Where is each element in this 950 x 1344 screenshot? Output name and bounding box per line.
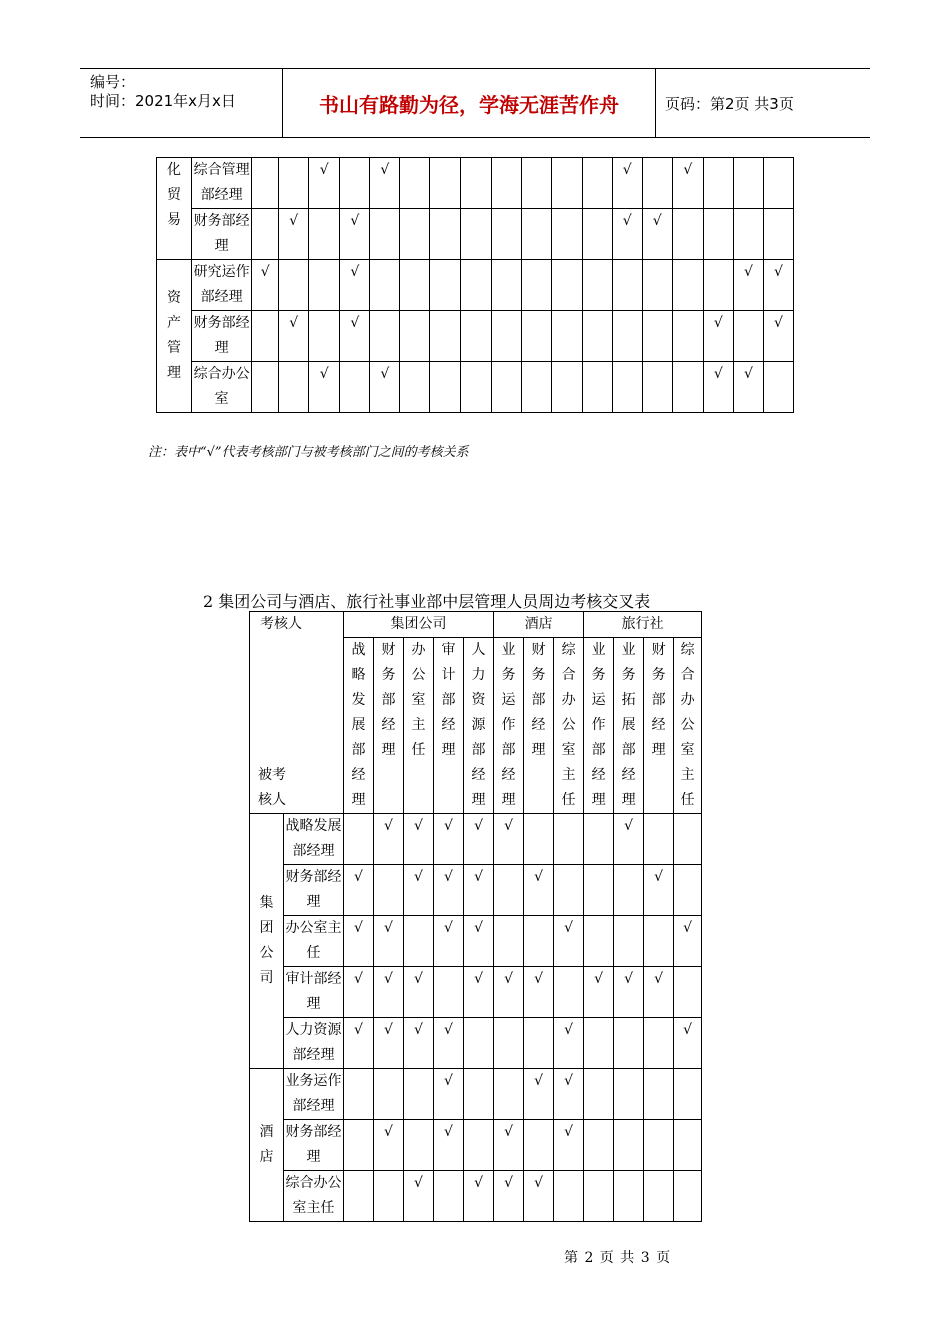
column-header bbox=[524, 638, 554, 814]
table-row bbox=[157, 209, 794, 260]
check-cell: √ bbox=[344, 916, 374, 967]
check-cell bbox=[672, 362, 703, 413]
header-page-number: 页码：第2页 共3页 bbox=[665, 94, 794, 113]
row-group-text: 酒店 bbox=[259, 1124, 274, 1165]
check-cell bbox=[340, 362, 370, 413]
check-cell bbox=[644, 1069, 674, 1120]
check-cell bbox=[430, 311, 461, 362]
check-cell: √ bbox=[644, 865, 674, 916]
column-header-text: 财务部经理 bbox=[651, 642, 666, 758]
check-cell bbox=[491, 209, 521, 260]
check-cell bbox=[494, 865, 524, 916]
check-cell bbox=[763, 158, 793, 209]
check-cell: √ bbox=[404, 814, 434, 865]
check-cell bbox=[582, 362, 612, 413]
check-cell: √ bbox=[434, 1120, 464, 1171]
page-footer: 第 2 页 共 3 页 bbox=[564, 1250, 672, 1266]
column-header-text: 办公室主任 bbox=[411, 642, 426, 758]
check-cell bbox=[551, 362, 582, 413]
check-cell bbox=[374, 1069, 404, 1120]
check-cell bbox=[491, 362, 521, 413]
check-cell bbox=[584, 1171, 614, 1222]
check-cell bbox=[554, 865, 584, 916]
check-cell bbox=[461, 209, 491, 260]
header-number: 编号： bbox=[90, 73, 136, 91]
check-cell bbox=[309, 260, 340, 311]
table-row bbox=[250, 1171, 702, 1222]
row-group-text: 资产管理 bbox=[167, 290, 182, 381]
check-cell: √ bbox=[494, 814, 524, 865]
check-cell bbox=[551, 209, 582, 260]
check-cell: √ bbox=[733, 362, 763, 413]
column-header-text: 财务部经理 bbox=[381, 642, 396, 758]
column-header bbox=[554, 638, 584, 814]
check-cell bbox=[430, 158, 461, 209]
check-cell: √ bbox=[612, 209, 642, 260]
evaluatee-label: 被考核人 bbox=[258, 767, 286, 808]
check-cell bbox=[344, 1069, 374, 1120]
table-row bbox=[250, 1018, 702, 1069]
check-cell: √ bbox=[494, 1120, 524, 1171]
row-label-text: 综合办公室 bbox=[193, 366, 250, 407]
check-cell bbox=[434, 1171, 464, 1222]
table-row bbox=[157, 158, 794, 209]
column-header bbox=[344, 638, 374, 814]
check-cell: √ bbox=[370, 362, 400, 413]
column-header bbox=[674, 638, 702, 814]
check-cell bbox=[400, 362, 430, 413]
check-cell: √ bbox=[309, 362, 340, 413]
check-cell bbox=[344, 1171, 374, 1222]
table-note: 注：表中“√”代表考核部门与被考核部门之间的考核关系 bbox=[148, 445, 469, 460]
check-cell bbox=[703, 158, 733, 209]
check-cell: √ bbox=[434, 1069, 464, 1120]
check-cell: √ bbox=[733, 260, 763, 311]
check-cell: √ bbox=[524, 967, 554, 1018]
check-cell: √ bbox=[584, 967, 614, 1018]
table-row bbox=[250, 814, 702, 865]
check-cell bbox=[582, 311, 612, 362]
check-cell: √ bbox=[252, 260, 279, 311]
row-label bbox=[192, 362, 252, 413]
check-cell: √ bbox=[434, 814, 464, 865]
page-header bbox=[80, 68, 870, 138]
table-row bbox=[250, 916, 702, 967]
row-label bbox=[284, 1069, 344, 1120]
check-cell: √ bbox=[614, 814, 644, 865]
check-cell bbox=[400, 209, 430, 260]
check-cell bbox=[461, 158, 491, 209]
column-header bbox=[494, 638, 524, 814]
check-cell: √ bbox=[703, 362, 733, 413]
row-group-text: 化贸易 bbox=[167, 162, 182, 228]
row-label bbox=[284, 814, 344, 865]
cross-assessment-table bbox=[249, 611, 702, 1222]
check-cell bbox=[672, 260, 703, 311]
check-cell bbox=[554, 1171, 584, 1222]
check-cell bbox=[614, 1171, 644, 1222]
check-cell bbox=[582, 158, 612, 209]
check-cell: √ bbox=[763, 260, 793, 311]
check-cell bbox=[644, 1018, 674, 1069]
column-header-text: 财务部经理 bbox=[531, 642, 546, 758]
column-header bbox=[614, 638, 644, 814]
check-cell bbox=[252, 362, 279, 413]
check-cell: √ bbox=[612, 158, 642, 209]
column-header bbox=[374, 638, 404, 814]
check-cell bbox=[614, 1069, 644, 1120]
check-cell bbox=[554, 967, 584, 1018]
check-cell bbox=[551, 260, 582, 311]
table-row bbox=[157, 311, 794, 362]
check-cell bbox=[584, 865, 614, 916]
row-group-label bbox=[157, 158, 192, 260]
row-group-text: 集团公司 bbox=[259, 895, 274, 986]
row-group-label bbox=[250, 814, 284, 1069]
row-label-text: 财务部经理 bbox=[193, 213, 250, 254]
table2-title: 2 集团公司与酒店、旅行社事业部中层管理人员周边考核交叉表 bbox=[203, 592, 651, 611]
row-label bbox=[192, 158, 252, 209]
check-cell: √ bbox=[554, 1120, 584, 1171]
check-cell bbox=[279, 362, 309, 413]
check-cell: √ bbox=[404, 1018, 434, 1069]
check-cell bbox=[644, 1171, 674, 1222]
check-cell bbox=[612, 311, 642, 362]
check-cell: √ bbox=[340, 209, 370, 260]
check-cell: √ bbox=[524, 1069, 554, 1120]
check-cell: √ bbox=[464, 865, 494, 916]
check-cell: √ bbox=[344, 967, 374, 1018]
check-cell bbox=[584, 1069, 614, 1120]
check-cell bbox=[524, 916, 554, 967]
check-cell bbox=[521, 311, 551, 362]
check-cell bbox=[404, 1069, 434, 1120]
column-header-text: 综合办公室主任 bbox=[680, 642, 695, 808]
check-cell bbox=[279, 260, 309, 311]
assessment-table-continued bbox=[156, 157, 794, 413]
row-label-text: 综合管理部经理 bbox=[193, 162, 250, 203]
column-group-header: 酒店 bbox=[494, 612, 584, 638]
check-cell bbox=[612, 362, 642, 413]
check-cell bbox=[464, 1120, 494, 1171]
table-row bbox=[250, 967, 702, 1018]
check-cell: √ bbox=[464, 967, 494, 1018]
check-cell: √ bbox=[374, 1120, 404, 1171]
row-label-text: 办公室主任 bbox=[285, 920, 342, 961]
table-row bbox=[250, 1120, 702, 1171]
check-cell bbox=[404, 916, 434, 967]
check-cell bbox=[374, 865, 404, 916]
check-cell bbox=[554, 814, 584, 865]
row-label bbox=[192, 209, 252, 260]
check-cell bbox=[521, 362, 551, 413]
check-cell: √ bbox=[494, 967, 524, 1018]
evaluator-label: 考核人 bbox=[260, 616, 302, 632]
check-cell bbox=[521, 260, 551, 311]
check-cell bbox=[551, 158, 582, 209]
check-cell bbox=[674, 1069, 702, 1120]
check-cell bbox=[524, 1120, 554, 1171]
check-cell: √ bbox=[309, 158, 340, 209]
check-cell: √ bbox=[374, 814, 404, 865]
check-cell bbox=[614, 916, 644, 967]
check-cell bbox=[434, 967, 464, 1018]
check-cell bbox=[644, 916, 674, 967]
column-header bbox=[434, 638, 464, 814]
check-cell bbox=[491, 311, 521, 362]
check-cell: √ bbox=[340, 260, 370, 311]
check-cell bbox=[464, 1069, 494, 1120]
check-cell: √ bbox=[374, 916, 404, 967]
header-meta bbox=[80, 69, 282, 137]
check-cell: √ bbox=[524, 1171, 554, 1222]
check-cell: √ bbox=[434, 916, 464, 967]
check-cell: √ bbox=[434, 1018, 464, 1069]
check-cell bbox=[461, 311, 491, 362]
check-cell bbox=[430, 260, 461, 311]
row-label bbox=[284, 1171, 344, 1222]
row-label bbox=[284, 865, 344, 916]
column-header-text: 业务运作部经理 bbox=[591, 642, 606, 808]
check-cell bbox=[642, 311, 672, 362]
column-group-header: 旅行社 bbox=[584, 612, 702, 638]
check-cell bbox=[524, 814, 554, 865]
row-label-text: 审计部经理 bbox=[285, 971, 342, 1012]
check-cell bbox=[400, 158, 430, 209]
check-cell bbox=[703, 260, 733, 311]
check-cell bbox=[344, 1120, 374, 1171]
check-cell: √ bbox=[494, 1171, 524, 1222]
check-cell bbox=[584, 916, 614, 967]
check-cell: √ bbox=[524, 865, 554, 916]
table-row bbox=[250, 865, 702, 916]
header-motto: 书山有路勤为径，学海无涯苦作舟 bbox=[282, 69, 656, 137]
check-cell bbox=[674, 1120, 702, 1171]
check-cell bbox=[344, 814, 374, 865]
row-label-text: 人力资源部经理 bbox=[285, 1022, 342, 1063]
check-cell: √ bbox=[340, 311, 370, 362]
check-cell bbox=[582, 209, 612, 260]
column-header-text: 业务拓展部经理 bbox=[621, 642, 636, 808]
check-cell bbox=[521, 209, 551, 260]
column-header bbox=[584, 638, 614, 814]
column-header bbox=[404, 638, 434, 814]
check-cell: √ bbox=[464, 916, 494, 967]
check-cell bbox=[614, 1120, 644, 1171]
check-cell: √ bbox=[644, 967, 674, 1018]
check-cell: √ bbox=[642, 209, 672, 260]
check-cell bbox=[494, 916, 524, 967]
check-cell bbox=[464, 1018, 494, 1069]
check-cell bbox=[430, 362, 461, 413]
row-group-label bbox=[250, 1069, 284, 1222]
check-cell bbox=[551, 311, 582, 362]
check-cell bbox=[674, 1171, 702, 1222]
check-cell: √ bbox=[614, 967, 644, 1018]
check-cell bbox=[674, 814, 702, 865]
check-cell bbox=[404, 1120, 434, 1171]
check-cell bbox=[309, 311, 340, 362]
check-cell bbox=[340, 158, 370, 209]
check-cell bbox=[644, 814, 674, 865]
check-cell bbox=[400, 260, 430, 311]
check-cell bbox=[491, 158, 521, 209]
check-cell: √ bbox=[404, 865, 434, 916]
row-label-text: 财务部经理 bbox=[285, 869, 342, 910]
check-cell bbox=[584, 1018, 614, 1069]
check-cell bbox=[763, 362, 793, 413]
check-cell bbox=[494, 1069, 524, 1120]
row-label-text: 研究运作部经理 bbox=[193, 264, 250, 305]
column-header bbox=[464, 638, 494, 814]
check-cell bbox=[614, 865, 644, 916]
row-label bbox=[284, 1120, 344, 1171]
check-cell bbox=[524, 1018, 554, 1069]
check-cell: √ bbox=[554, 1069, 584, 1120]
check-cell bbox=[614, 1018, 644, 1069]
row-label bbox=[284, 967, 344, 1018]
check-cell bbox=[252, 311, 279, 362]
check-cell bbox=[252, 209, 279, 260]
check-cell bbox=[370, 260, 400, 311]
check-cell: √ bbox=[674, 1018, 702, 1069]
row-label-text: 财务部经理 bbox=[285, 1124, 342, 1165]
column-header-text: 人力资源部经理 bbox=[471, 642, 486, 808]
table-row bbox=[157, 260, 794, 311]
row-label bbox=[284, 1018, 344, 1069]
check-cell: √ bbox=[554, 1018, 584, 1069]
row-label-text: 战略发展部经理 bbox=[285, 818, 342, 859]
column-header-text: 战略发展部经理 bbox=[351, 642, 366, 808]
check-cell bbox=[400, 311, 430, 362]
column-header-text: 审计部经理 bbox=[441, 642, 456, 758]
check-cell: √ bbox=[464, 1171, 494, 1222]
table-row bbox=[157, 362, 794, 413]
check-cell: √ bbox=[404, 967, 434, 1018]
check-cell bbox=[521, 158, 551, 209]
check-cell: √ bbox=[434, 865, 464, 916]
column-header-text: 业务运作部经理 bbox=[501, 642, 516, 808]
check-cell: √ bbox=[374, 1018, 404, 1069]
check-cell bbox=[374, 1171, 404, 1222]
check-cell bbox=[252, 158, 279, 209]
check-cell bbox=[309, 209, 340, 260]
check-cell: √ bbox=[344, 865, 374, 916]
row-label bbox=[192, 311, 252, 362]
check-cell bbox=[763, 209, 793, 260]
check-cell: √ bbox=[703, 311, 733, 362]
check-cell: √ bbox=[672, 158, 703, 209]
check-cell: √ bbox=[464, 814, 494, 865]
check-cell bbox=[642, 362, 672, 413]
check-cell bbox=[461, 260, 491, 311]
check-cell: √ bbox=[554, 916, 584, 967]
column-group-header: 集团公司 bbox=[344, 612, 494, 638]
header-row-groups bbox=[250, 612, 702, 638]
check-cell: √ bbox=[674, 916, 702, 967]
check-cell bbox=[674, 967, 702, 1018]
check-cell bbox=[672, 311, 703, 362]
column-header-text: 综合办公室主任 bbox=[561, 642, 576, 808]
check-cell bbox=[644, 1120, 674, 1171]
check-cell: √ bbox=[374, 967, 404, 1018]
check-cell bbox=[491, 260, 521, 311]
check-cell bbox=[642, 260, 672, 311]
check-cell bbox=[461, 362, 491, 413]
check-cell bbox=[703, 209, 733, 260]
row-group-label bbox=[157, 260, 192, 413]
check-cell bbox=[370, 311, 400, 362]
check-cell bbox=[733, 209, 763, 260]
check-cell: √ bbox=[279, 311, 309, 362]
header-time: 时间：2021年x月x日 bbox=[90, 92, 236, 110]
row-label-text: 业务运作部经理 bbox=[285, 1073, 342, 1114]
check-cell: √ bbox=[344, 1018, 374, 1069]
row-label bbox=[192, 260, 252, 311]
row-label bbox=[284, 916, 344, 967]
check-cell bbox=[370, 209, 400, 260]
check-cell bbox=[612, 260, 642, 311]
check-cell bbox=[494, 1018, 524, 1069]
check-cell bbox=[582, 260, 612, 311]
check-cell bbox=[733, 158, 763, 209]
check-cell bbox=[642, 158, 672, 209]
check-cell: √ bbox=[370, 158, 400, 209]
check-cell bbox=[279, 158, 309, 209]
table-row bbox=[250, 1069, 702, 1120]
check-cell bbox=[584, 1120, 614, 1171]
row-label-text: 综合办公室主任 bbox=[285, 1175, 342, 1216]
check-cell bbox=[672, 209, 703, 260]
row-label-text: 财务部经理 bbox=[193, 315, 250, 356]
check-cell bbox=[430, 209, 461, 260]
check-cell bbox=[733, 311, 763, 362]
check-cell: √ bbox=[763, 311, 793, 362]
column-header bbox=[644, 638, 674, 814]
check-cell bbox=[674, 865, 702, 916]
check-cell bbox=[584, 814, 614, 865]
header-corner bbox=[250, 612, 344, 814]
check-cell: √ bbox=[279, 209, 309, 260]
check-cell: √ bbox=[404, 1171, 434, 1222]
